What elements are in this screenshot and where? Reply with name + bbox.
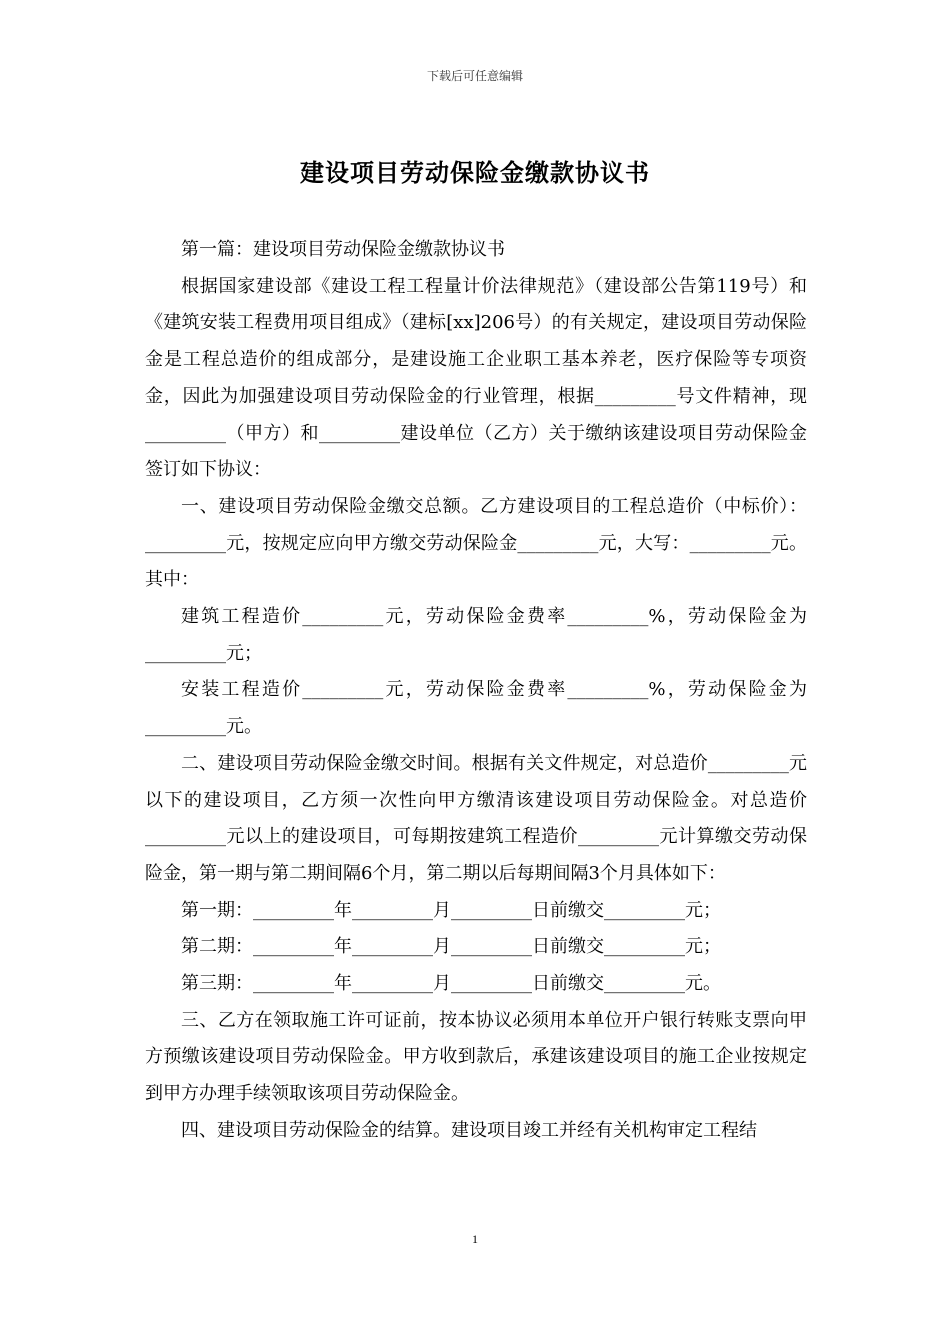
paragraph-clause-1: 一、建设项目劳动保险金缴交总额。乙方建设项目的工程总造价（中标价）：_________元，按规定应向甲方缴交劳动保险金_________元，大写：_________元。其中： xyxy=(145,495,807,591)
paragraph-clause-3: 三、乙方在领取施工许可证前，按本协议必须用本单位开户银行转账支票向甲方预缴该建设项目劳动保险金。甲方收到款后，承建该建设项目的施工企业按规定到甲方办理手续领取该项目劳动保险金。 xyxy=(145,1009,807,1105)
paragraph-period-3: 第三期：_________年_________月_________日前缴交_________元。 xyxy=(181,973,721,995)
paragraph-period-1: 第一期：_________年_________月_________日前缴交_________元； xyxy=(181,899,721,921)
section-heading: 第一篇：建设项目劳动保险金缴款协议书 xyxy=(181,239,505,260)
paragraph-period-2: 第二期：_________年_________月_________日前缴交_________元； xyxy=(181,936,721,958)
document-body xyxy=(145,232,807,1150)
paragraph-clause-2: 二、建设项目劳动保险金缴交时间。根据有关文件规定，对总造价_________元以下的建设项目，乙方须一次性向甲方缴清该建设项目劳动保险金。对总造价_________元以上的建设项目，可每期按建筑工程造价_________元计算缴交劳动保险金，第一期与第二期间隔6个月，第二期以后每期间隔3个月具体如下： xyxy=(145,752,807,884)
header-note: 下载后可任意编辑 xyxy=(426,69,523,83)
paragraph-clause-4: 四、建设项目劳动保险金的结算。建设项目竣工并经有关机构审定工程结 xyxy=(181,1119,757,1141)
page-number: 1 xyxy=(472,1232,478,1246)
document-title: 建设项目劳动保险金缴款协议书 xyxy=(300,159,650,187)
paragraph-building-cost: 建筑工程造价_________元，劳动保险金费率_________%，劳动保险金为_________元； xyxy=(145,606,807,664)
paragraph-intro: 根据国家建设部《建设工程工程量计价法律规范》（建设部公告第119号）和《建筑安装工程费用项目组成》（建标[xx]206号）的有关规定，建设项目劳动保险金是工程总造价的组成部分，是建设施工企业职工基本养老，医疗保险等专项资金，因此为加强建设项目劳动保险金的行业管理，根据_________号文件精神，现_________（甲方）和_________建设单位（乙方）关于缴纳该建设项目劳动保险金签订如下协议： xyxy=(145,275,807,481)
paragraph-installation-cost: 安装工程造价_________元，劳动保险金费率_________%，劳动保险金为_________元。 xyxy=(145,679,807,738)
